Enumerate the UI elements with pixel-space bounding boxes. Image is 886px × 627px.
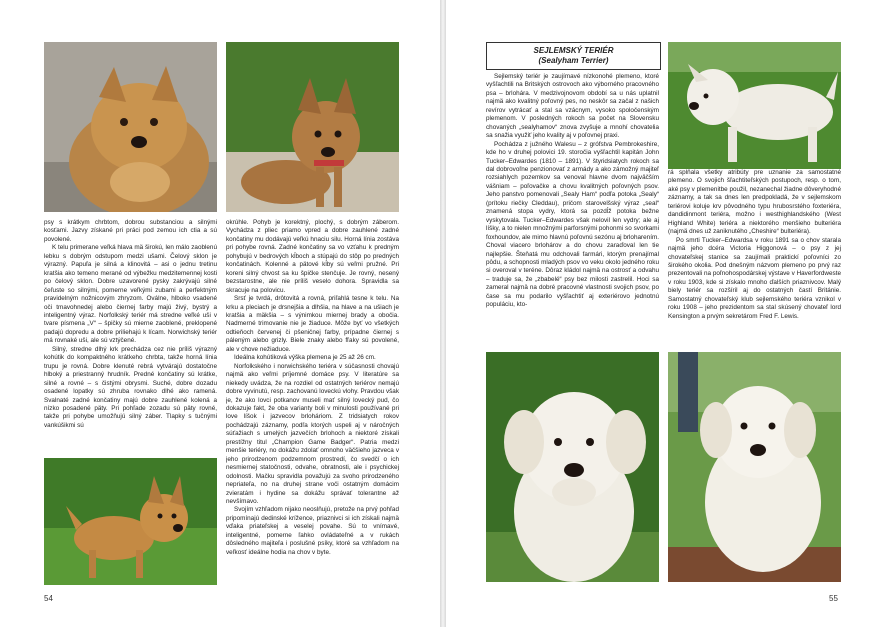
paragraph: okrúhle. Pohyb je korektný, plochý, s dobrým záberom. Vychádza z pliec priamo vpred a dobre zauhlené zadné končatiny mu dodávajú veľkú hnaciu silu. Horná línia zostáva pri pohybe rovná. Zadné končatiny sa vo vzťahu k predným pohybujú v bedrových kĺboch a stúpajú do stôp po predných končatinách. Kolenné a pätové kĺby sú veľmi pružné. Pri koreni silný chvost sa ku špičke stenčuje. Je rovný, nesený bezstarostne, ale nie príliš veselo dohora. Spravidla sa skracuje na polovicu. [226,219,399,294]
photo-norfolk-terrier-portrait [44,42,217,212]
photo-sealyham-terrier-face [486,352,659,582]
page-number-right: 55 [829,594,838,603]
section-title-box [486,42,661,70]
paragraph: Srsť je tvrdá, drôtovitá a rovná, priľahlá tesne k telu. Na krku a pleciach je drsnejšia a dlhšia, na hlave a na ušiach je kratšia a mäkšia – s výnimkou miernej brady a obočia. Nadmerné trimovanie nie je žiaduce. Môže byť vo všetkých odtieňoch červenej či pšeničnej farby, prípadne čiernej s páleným alebo grizly. Biele znaky alebo fľaky sú povolené, ale v chove nežiaduce. [226,295,399,353]
paragraph: psy s krátkym chrbtom, dobrou substanciou a silnými kosťami. Jazvy získané pri práci pod zemou ich ctia a sú povolené. [44,219,217,243]
paragraph: Svojím vzhľadom nijako neoslňujú, pretože na prvý pohľad pripomínajú dedinské krížence, priaznivci si ich získali najmä vďaka priateľskej a veselej povahe. Sú to vnímavé, inteligentné, pomerne ľahko ovládateľné a v rukách dôsledného majiteľa i poslušné psíky, ktoré sa vzhľadom na veľkosť ideálne hodia na chov v byte. [226,506,399,556]
paragraph: Silný, stredne dlhý krk prechádza cez nie príliš výrazný kohútik do kompaktného krátkeho chrbta, takže horná línia trupu je rovná. Dobre klenuté rebrá vytvárajú dostatočne hlboký a priestranný hrudník. Predné končatiny sú krátke, silné a rovné – s čistými obrysmi. Suché, dobre dozadu osadené lopatky sú zhruba rovnako dlhé ako ramená. Svalnaté zadné končatiny majú dobre zauhlené kolená a nízko posadené päty. Pri pohľade zozadu sú päty rovné, takže pri pohybe umožňujú silný záber. Tlapky s tučnými vankúšikmi sú [44,345,217,429]
right-page-column-1 [486,73,659,347]
paragraph: Sejlemský teriér je zaujímavé nízkonohé plemeno, ktoré vyšľachtili na Britských ostrovoch ako výborného pracovného psa – brlohára. V medzivojnovom období sa u nás uplatnil najmä ako kvalitný poľovný pes, no neskôr sa začal z našich revírov vytrácať a stal sa vzácnym, vysoko spoločenským plemenom. V posledných rokoch sa počet na Slovensku chovaných „sealyhamov“ znova zvyšuje a mnohí chovatelia sa snažia využiť jeho kvality aj v poľovnej praxi. [486,73,659,140]
paragraph: Pochádza z južného Walesu – z grófstva Pembrokeshire, kde ho v druhej polovici 19. storočia vyšľachtil kapitán John Tucker–Edwardes (1810 – 1891). V štyridsiatych rokoch sa dal dobrovoľne penzionovať z armády a ako zámožný majiteľ rozsiahlych pozemkov sa venoval hlavne dvom najväčším vášniam – poľovačke a chovu kvalitných poľovných psov. Jeho panstvo pomenovali „Sealy Ham“ podľa potoka „Sealy“ (prítoku riečky Cleddau), pričom starovelšský výraz „seal“ znamená stopa vydry, ktorá sa pozdĺž potoka bežne vyskytovala. Tucker–Edwardes však nelovil len vydry; ale aj líšky, a to nielen množnými parforsnými pohonmi so svorkami foxhoundov, ale mimo hlavnú poľovnú sezónu aj brloharením. Choval viacero brlohárov a do chovu zaraďoval len tie najlepšie. Šteňatá mu odchovali farmári, ktorým prenajímal pôdu, a schopnosti mladých psov vo veku okolo jedného roku si overoval v teréne. Dôraz kládol najmä na ostrosť a odvahu – traduje sa, že „zbabelé“ psy bez milosti zastrelil. Hoci sa zameral najmä na dobré pracovné vlastnosti svojich psov, po čase sa mu podarilo vyšľachtiť aj exteriérovo jednotnú populáciu, kto- [486,140,659,309]
left-page-column-2 [226,219,399,587]
paragraph: K telu primerane veľká hlava mä širokú, len málo zaoblenú lebku s dobrým odstupom medzi ušami. Čelový sklon je výrazný. Papuľa je silná a klinovitá – asi o jednu tretinu kratšia ako temeno merané od výbežku medzitemennej kosti po čelový sklon. Dobre uzavorené pysky zakrývajú silné čeľuste so silnými, pomerne veľkými zubami a perfektným pravidelným nožnicovým zhryzom. Oválne, hlboko vsadené oči tmavohnedej alebo čiernej farby majú živý, bystrý a inteligentný výraz. Norfolkský teriér má stredne veľké uši v tvare písmena „V“ – špičky sú mierne zaoblené, preklopené padajú dopredu a dobre priliehajú k lícam. Norwichský teriér má rovnaké uši, ale sú vztýčené. [44,244,217,345]
paragraph: rá spĺňala všetky atribúty pre uznanie za samostatné plemeno. O svojich šľachtiteľských postupoch, resp. o tom, aké psy v plemenitbe použil, nezanechal žiadne dôveryhodné záznamy, a tak sa dnes len predpokladá, že v sejlemskom teriérovi koluje krv pôvodného typu hrubosrstého foxteriéra, dandidinmont teriéra, možno i westhighlandského (West Highland White) teriéra a niektorého menšieho bulteriéra (najmä dnes už zaniknutého „Cheshire“ bulteriéra). [668,169,841,236]
section-title: SEJLEMSKÝ TERIÉR [533,46,614,55]
paragraph: Po smrti Tucker–Edwardsa v roku 1891 sa o chov starala najmä jeho dcéra Victoria Higgonová – o psy z jej chovateľskej stanice sa zaujímali praktickí poľovníci zo širokého okolia. Pod dnešným názvom plemeno po prvý raz prezentovali na poľnohospodárskej výstave v Haverfordweste v roku 1903, kde si získalo mnoho ďalších priaznivcov. Malý biely teriér sa rozšíril aj do ostatných častí Británie. Samostatný chovateľský klub sejlemského teriéra vznikol v roku 1908 – jeho prezidentom sa stal skúsený chovateľ lord Kensington a prvým sekretárom Fred F. Lewis. [668,236,841,320]
left-page-column-1 [44,219,217,579]
page-number-left: 54 [44,594,53,603]
paragraph: Norfolkského i norwichského teriéra v súčasnosti chovajú najmä ako veľmi príjemné domáce psy. V literatúre sa niekedy uvádza, že na rozdiel od ostatných teriérov nemajú dobre vyvinutú, resp. zachovanú loveckú vlohy. Pravdou však je, že ako lovci potkanov museli mať silný lovecký pud, čo dokazuje fakt, že oba varianty boli v minulosti používané pri love líšok i jazvecov brloháriom. Z tridsiatych rokov pochádzajú záznamy, podľa ktorých uspeli aj v náročných súťažiach s umelých jazvečích brlohoch a niektoré získali prestížny titul „Champion Game Badger“. Patria medzi menšie teriéry, no dokážu zdolať omnoho väčšieho jazveca v jeho prirodzenom podzemnom prostredí, čo svedčí o ich nesmiernej statočnosti, odvahe, obratnosti, ale i psychickej odolnosti. Mačku spravidla považujú za svoho prirodzeného nepriateľa, no na druhej strane voči ostatným domácim zvieratám i hydine sa dokážu správať tolerantne až nevšímavo. [226,362,399,505]
paragraph: Ideálna kohútiková výška plemena je 25 až 26 cm. [234,354,376,362]
photo-sealyham-terrier-seated [668,352,841,582]
photo-sealyham-terrier-standing [668,42,841,169]
right-page-column-2 [668,169,841,347]
photo-norwich-terrier-standing [226,42,399,212]
section-subtitle: (Sealyham Terrier) [538,56,609,65]
